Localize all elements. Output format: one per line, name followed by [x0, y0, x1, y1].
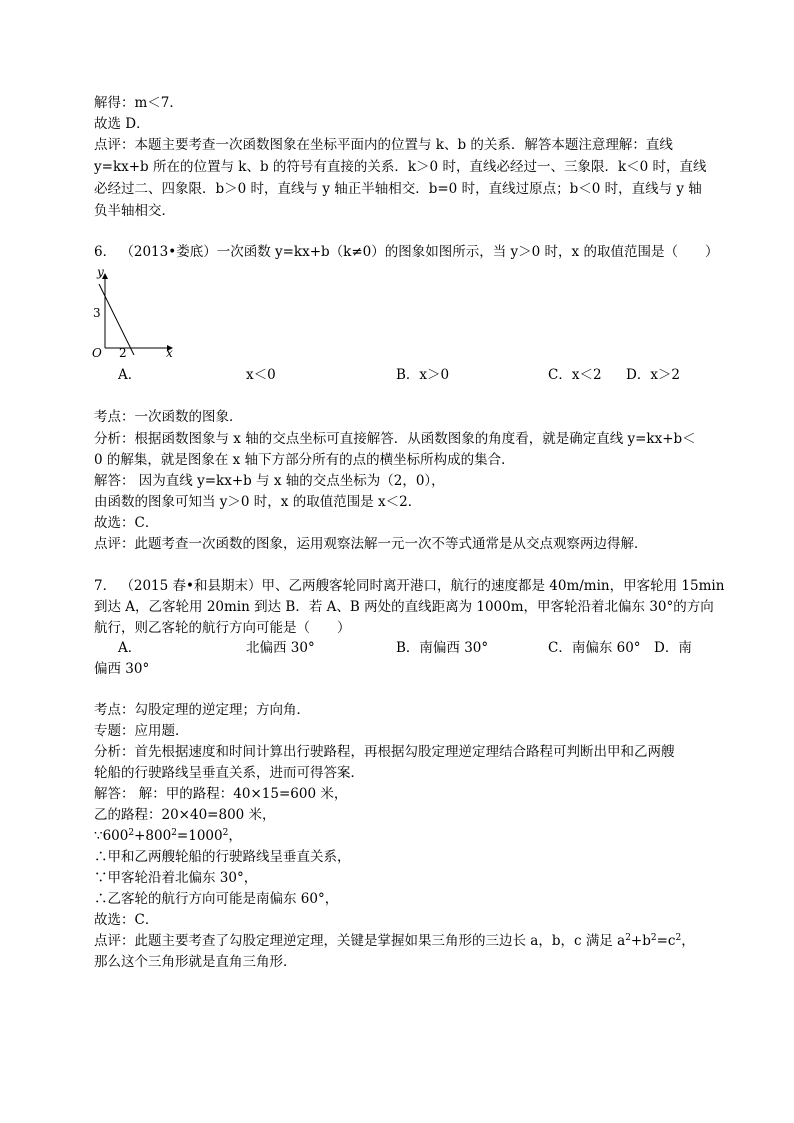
- analysis-line: 分析：首先根据速度和时间计算出行驶路程，再根据勾股定理逆定理结合路程可判断出甲和乙两艘: [94, 744, 675, 760]
- x-axis-label: x: [166, 346, 173, 360]
- x-intercept-label: 2: [119, 346, 127, 360]
- option-c: C．x＜2: [548, 367, 602, 383]
- question-7-stem: 到达 A，乙客轮用 20min 到达 B．若 A、B 两处的直线距离为 1000m，甲客轮沿着北偏东 30°的方向: [94, 599, 714, 615]
- question-7-stem: 7． （2015 春•和县期末）甲、乙两艘客轮同时离开港口，航行的速度都是 40m/min，甲客轮用 15min: [94, 578, 725, 594]
- analysis-line: 轮船的行驶路线呈垂直关系，进而可得答案．: [94, 765, 364, 781]
- option-b: B．x＞0: [396, 367, 450, 383]
- knowledge-point: 考点：勾股定理的逆定理；方向角．: [94, 702, 310, 718]
- comment-line: 负半轴相交．: [94, 203, 175, 219]
- answer-line: ∴乙客轮的航行方向可能是南偏东 60°，: [94, 891, 339, 907]
- choice-line: 故选：C．: [94, 515, 159, 531]
- option-d-continued: 偏西 30°: [94, 661, 150, 677]
- analysis-line: 0 的解集，就是图象在 x 轴下方部分所有的点的横坐标所构成的集合．: [94, 452, 515, 468]
- answer-line: ∴甲和乙两艘轮船的行驶路线呈垂直关系，: [94, 849, 351, 865]
- question-7-stem: 航行，则乙客轮的航行方向可能是（ ）: [94, 620, 351, 636]
- answer-line: 由函数的图象可知当 y＞0 时，x 的取值范围是 x＜2．: [94, 494, 422, 510]
- comment-line: 那么这个三角形就是直角三角形．: [94, 954, 297, 970]
- comment-line: 点评：本题主要考查一次函数图象在坐标平面内的位置与 k、b 的关系．解答本题注意理解：直线: [94, 137, 673, 153]
- option-c: C．南偏东 60°: [548, 640, 641, 656]
- comment-line: 点评：此题主要考查了勾股定理逆定理，关键是掌握如果三角形的三边长 a，b，c 满足 $a^2+b^2=c^2$，: [94, 933, 695, 949]
- answer-line-equation: $\because 600^2+800^2=1000^2$，: [94, 828, 242, 844]
- analysis-line: 分析：根据函数图象与 x 轴的交点坐标可直接解答．从函数图象的角度看，就是确定直线 y=kx+b＜: [94, 431, 696, 447]
- option-d: D．南: [654, 640, 692, 656]
- comment-line: 必经过二、四象限．b＞0 时，直线与 y 轴正半轴相交．b=0 时，直线过原点；b＜0 时，直线与 y 轴: [94, 181, 702, 197]
- solution-line: 解得：m＜7．: [94, 95, 183, 111]
- comment-line: y=kx+b 所在的位置与 k、b 的符号有直接的关系．k＞0 时，直线必经过一、三象限．k＜0 时，直线: [94, 159, 707, 175]
- origin-label: O: [92, 346, 102, 360]
- answer-line: 解答： 解：甲的路程：40×15=600 米，: [94, 786, 348, 802]
- answer-line: 解答： 因为直线 y=kx+b 与 x 轴的交点坐标为（2，0），: [94, 473, 445, 489]
- linear-function-graph: [88, 262, 188, 362]
- answer-line: 乙的路程：20×40=800 米，: [94, 807, 276, 823]
- y-intercept-label: 3: [93, 306, 101, 320]
- option-b: B．南偏西 30°: [396, 640, 489, 656]
- option-a-text: 北偏西 30°: [246, 640, 315, 656]
- option-a-text: x＜0: [246, 367, 276, 383]
- option-d: D．x＞2: [626, 367, 681, 383]
- topic-line: 专题：应用题．: [94, 723, 189, 739]
- answer-line: ∵甲客轮沿着北偏东 30°，: [94, 870, 258, 886]
- question-6-stem: 6． （2013•娄底）一次函数 y=kx+b（k≠0）的图象如图所示，当 y＞0 时，x 的取值范围是（ ）: [94, 244, 719, 260]
- knowledge-point: 考点：一次函数的图象．: [94, 409, 243, 425]
- choice-line: 故选 D．: [94, 116, 150, 132]
- option-a-letter: A．: [118, 640, 142, 656]
- choice-line: 故选：C．: [94, 912, 159, 928]
- comment-line: 点评：此题考查一次函数的图象，运用观察法解一元一次不等式通常是从交点观察两边得解．: [94, 536, 648, 552]
- function-line: [99, 284, 134, 355]
- y-axis-label: y: [97, 265, 104, 279]
- option-a-letter: A．: [118, 367, 142, 383]
